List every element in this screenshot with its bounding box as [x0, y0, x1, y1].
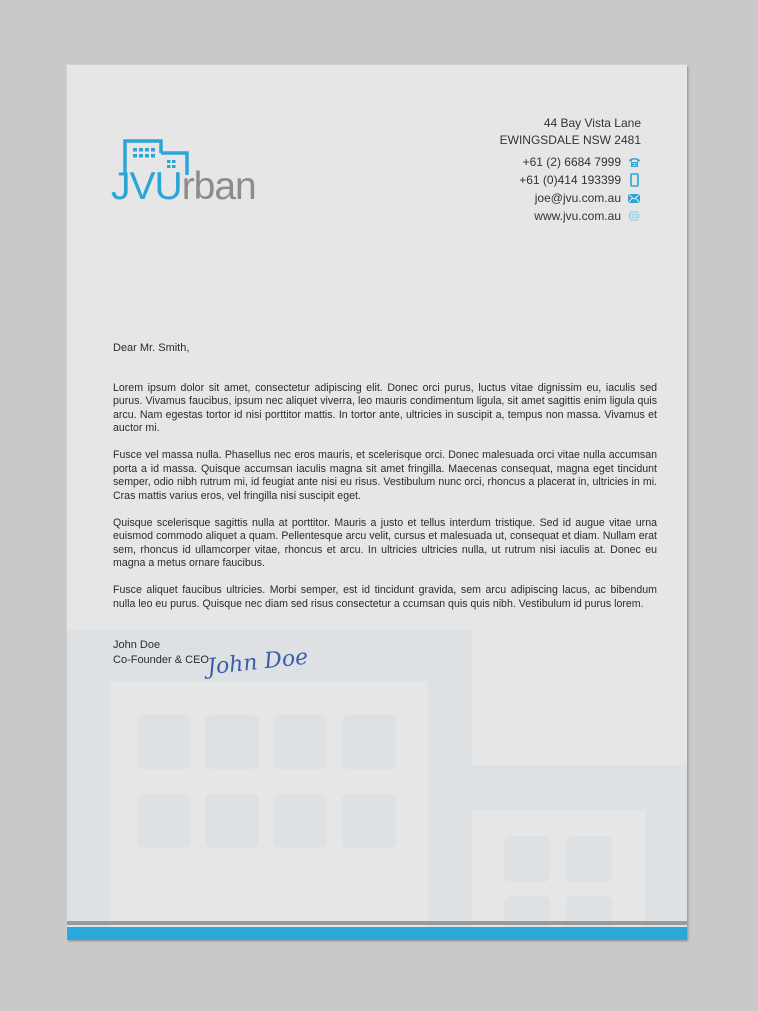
paragraph: Fusce vel massa nulla. Phasellus nec eros mauris, et scelerisque orci. Donec malesuada orci vitae nulla accumsan porta a id massa. Quisque accumsan iaculis magna sit amet fringilla. Maecenas consequat, magna eget tincidunt semper, odio nibh rutrum mi, id feugiat ante nisi eu risus. Vestibulum nunc orci, rhoncus a placerat in, ultricies in mi. Cras mattis varius eros, vel fringilla nisi suscipit eget.: [113, 449, 657, 502]
background-window: [273, 794, 327, 848]
background-window: [137, 794, 191, 848]
mobile-text: +61 (0)414 193399: [519, 172, 621, 187]
mobile-phone-icon: [627, 174, 641, 186]
logo-prefix: JVU: [111, 165, 182, 208]
signoff-block: [113, 638, 209, 668]
background-window: [205, 794, 259, 848]
contact-phone: [500, 153, 641, 171]
signer-name: John Doe: [113, 639, 161, 651]
address-line-1: 44 Bay Vista Lane: [543, 116, 641, 130]
contact-mobile: [500, 171, 641, 189]
telephone-icon: [627, 156, 641, 168]
logo-wordmark: [111, 167, 256, 207]
background-window: [205, 715, 259, 769]
contact-block: [500, 115, 641, 225]
handwritten-signature: John Doe: [205, 644, 310, 681]
signer-title: Co-Founder & CEO: [113, 654, 209, 666]
paragraph: Quisque scelerisque sagittis nulla at porttitor. Mauris a justo et tellus interdum tristique. Sed id augue vitae urna euismod commodo aliquet a quam. Pellentesque arcu velit, cursus et malesuada ut, consequat et diam. Nullam erat sem, rhoncus id ullamcorper vitae, rhoncus et arcu. In ultricies ultricies nulla, ut rutrum nisi iaculis at. Donec eu magna a metus ornare faucibus.: [113, 516, 657, 569]
paragraph: Lorem ipsum dolor sit amet, consectetur adipiscing elit. Donec orci purus, luctus vitae dignissim eu, iaculis sed purus. Vivamus faucibus, ipsum nec aliquet viverra, leo mauris condimentum ligula, sit amet sagittis enim ligula quis arcu. Nam egestas tortor id nisi porttitor mattis. In tortor ante, ultricies in suscipit a, tempus non massa. Vivamus et auctor mi.: [113, 381, 657, 434]
letter-body: [113, 342, 657, 625]
background-window: [273, 715, 327, 769]
background-window: [342, 794, 396, 848]
greeting: Dear Mr. Smith,: [113, 342, 190, 354]
paragraph: Fusce aliquet faucibus ultricies. Morbi semper, est id tincidunt gravida, sem arcu adipiscing lacus, ac bibendum nulla leo eu purus. Quisque nec diam sed risus consectetur a ccumsan quis quis nibh. Vestibulum id purus lorem.: [113, 584, 657, 610]
logo-suffix: rban: [181, 165, 256, 208]
contact-website: [500, 207, 641, 225]
globe-icon: [627, 210, 641, 222]
email-text: joe@jvu.com.au: [534, 190, 621, 205]
envelope-icon: [627, 192, 641, 204]
background-window: [566, 836, 612, 882]
letterhead-page: [67, 65, 687, 940]
background-window: [342, 715, 396, 769]
website-text: www.jvu.com.au: [534, 208, 621, 223]
footer-gray-stripe: [67, 921, 687, 925]
background-window: [137, 715, 191, 769]
background-window: [504, 836, 550, 882]
footer-blue-stripe: [67, 927, 687, 940]
address-line-2: EWINGSDALE NSW 2481: [499, 133, 641, 147]
contact-email: [500, 189, 641, 207]
company-logo: [111, 137, 271, 209]
phone-text: +61 (2) 6684 7999: [522, 154, 621, 169]
